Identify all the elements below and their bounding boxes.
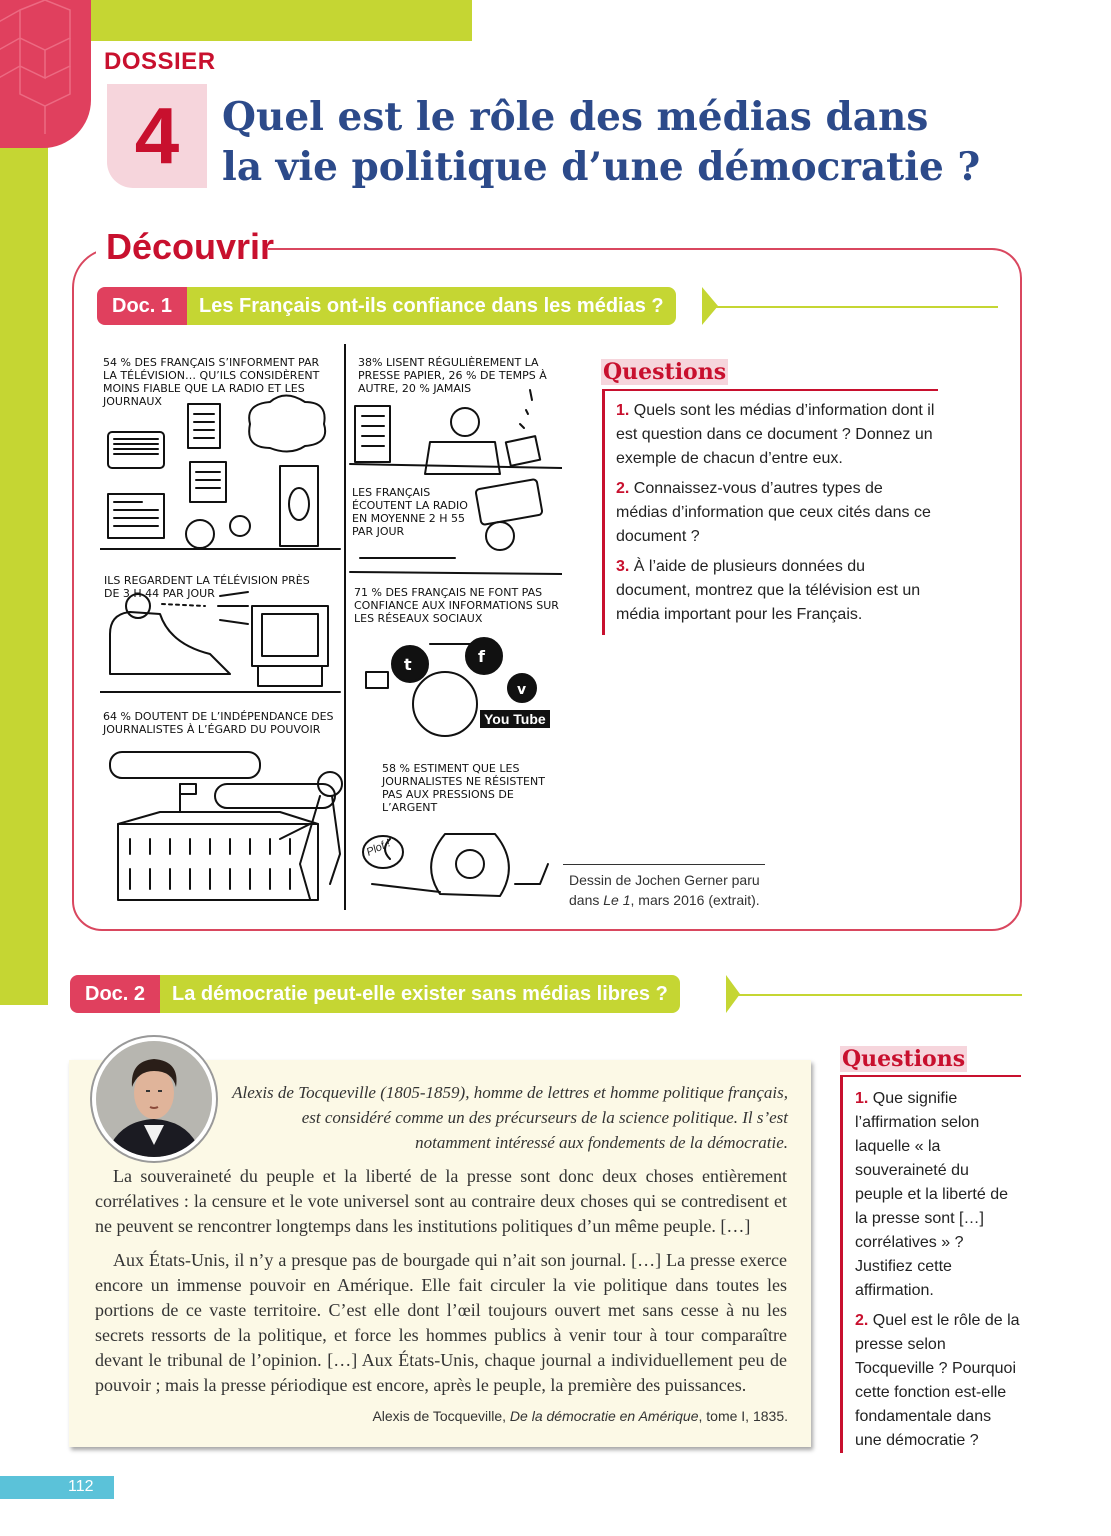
doc1-question-2: 2. Connaissez-vous d’autres types de médias d’information que ceux cités dans ce document ?	[616, 480, 931, 545]
cartoon-text-1: 54 % DES FRANÇAIS S’INFORMENT PAR LA TÉLÉVISION… QU’ILS CONSIDÈRENT MOINS FIABLE QUE LA RADIO ET LES JOURNAUX	[103, 356, 320, 408]
doc2-paragraph-1: La souveraineté du peuple et la liberté de la presse sont donc deux choses entièrement corrélatives : la censure et le vote universel sont au contraire deux choses qui se contredisent et ne peuvent se rencontrer longtemps dans les institutions politiques d’un même peuple. […]	[95, 1166, 787, 1236]
vimeo-letter: v	[517, 682, 527, 698]
credit-publication: Le 1	[603, 892, 631, 908]
cartoon-text-6: 64 % DOUTENT DE L’INDÉPENDANCE DES JOURNALISTES À L’ÉGARD DU POUVOIR	[103, 710, 334, 736]
section-title: Découvrir	[106, 226, 275, 267]
page-title-line-2: la vie politique d’une démocratie ?	[222, 144, 981, 190]
doc2-header	[70, 975, 680, 1013]
doc1-question-3: 3. À l’aide de plusieurs données du document, montrez que la télévision est un média important pour les Français.	[616, 558, 921, 623]
cartoon-credit	[569, 870, 774, 910]
credit-prefix: Dessin de Jochen Gerner paru dans	[569, 872, 760, 908]
doc2-questions-heading-wrap	[840, 1046, 967, 1072]
doc2-source	[300, 1408, 788, 1424]
cartoon-text-2: 38% LISENT RÉGULIÈREMENT LA PRESSE PAPIER, 26 % DE TEMPS À AUTRE, 20 % JAMAIS	[358, 356, 547, 395]
doc1-header	[97, 287, 676, 325]
doc2-rule	[738, 994, 1022, 996]
doc2-paragraph-2: Aux États-Unis, il n’y a presque pas de bourgade qui n’ait son journal. […] La presse exerce encore un immense pouvoir en Amérique. Elle fait circuler la vie politique dans toutes les portions de ce vaste territoire. C’est elle dont l’œil toujours ouvert met sans cesse à nu les secrets ressorts de la politique, et force les hommes publics à venir tour à tour comparaître devant le tribunal de l’opinion. […] Aux États-Unis, chaque journal a individuellement peu de pouvoir ; mais la presse périodique est encore, après le peuple, la première des puissances.	[95, 1250, 787, 1395]
credit-rule	[563, 864, 765, 865]
doc2-questions-box	[840, 1075, 1021, 1453]
page-number-band	[0, 1476, 114, 1499]
dossier-label: DOSSIER	[104, 48, 216, 75]
credit-suffix: , mars 2016 (extrait).	[630, 892, 760, 908]
doc2-title: La démocratie peut-elle exister sans médias libres ?	[160, 975, 680, 1013]
dossier-number: 4	[134, 91, 180, 180]
doc2-number: Doc. 2	[70, 975, 160, 1013]
plof-text: Plof !	[364, 837, 393, 859]
page-title	[222, 92, 980, 192]
cartoon-text-5: 71 % DES FRANÇAIS NE FONT PAS CONFIANCE AUX INFORMATIONS SUR LES RÉSEAUX SOCIAUX	[354, 586, 559, 625]
source-book-title: De la démocratie en Amérique	[509, 1408, 699, 1424]
doc1-number: Doc. 1	[97, 287, 187, 325]
top-band	[48, 0, 472, 41]
corner-decoration	[0, 0, 91, 148]
cartoon-text-4: ILS REGARDENT LA TÉLÉVISION PRÈS DE 3 H 44 PAR JOUR	[104, 574, 310, 600]
source-prefix: Alexis de Tocqueville,	[372, 1408, 510, 1424]
tocqueville-portrait	[92, 1037, 216, 1161]
cartoon-drawing	[100, 344, 562, 910]
doc1-questions-list	[616, 399, 938, 627]
doc2-questions-heading: Questions	[842, 1046, 966, 1072]
doc2-question-1: 1. Que signifie l’affirmation selon laquelle « la souveraineté du peuple et la liberté de la presse sont […] corrélatives » ? Justifiez cette affirmation.	[855, 1090, 1008, 1299]
cartoon-text-3: LES FRANÇAIS ÉCOUTENT LA RADIO EN MOYENNE 2 H 55 PAR JOUR	[352, 486, 468, 538]
doc2-question-2: 2. Quel est le rôle de la presse selon Tocqueville ? Pourquoi cette fonction est-elle fondamentale dans une démocratie ?	[855, 1312, 1020, 1449]
doc2-intro: Alexis de Tocqueville (1805-1859), homme de lettres et homme politique français, est considéré comme un des précurseurs de la science politique. Il s’est notamment intéressé aux fondements de la démocratie.	[232, 1083, 788, 1152]
facebook-letter: f	[478, 647, 485, 666]
twitter-letter: t	[404, 655, 412, 674]
doc1-questions-heading-wrap	[601, 359, 728, 385]
doc1-rule	[716, 306, 998, 308]
source-suffix: , tome I, 1835.	[698, 1408, 788, 1424]
side-band	[0, 0, 48, 1005]
page-number: 112	[68, 1478, 94, 1495]
page-title-line-1: Quel est le rôle des médias dans	[222, 94, 929, 140]
cartoon-text-7: 58 % ESTIMENT QUE LES JOURNALISTES NE RÉSISTENT PAS AUX PRESSIONS DE L’ARGENT	[382, 762, 545, 814]
doc1-title: Les Français ont-ils confiance dans les médias ?	[187, 287, 676, 325]
cartoon-illustration	[100, 344, 562, 910]
doc1-questions-heading: Questions	[603, 359, 727, 385]
doc1-questions-box	[602, 389, 938, 635]
doc1-question-1: 1. Quels sont les médias d’information dont il est question dans ce document ? Donnez un exemple de chacun d’entre eux.	[616, 402, 935, 467]
youtube-logo: You Tube	[480, 710, 550, 728]
